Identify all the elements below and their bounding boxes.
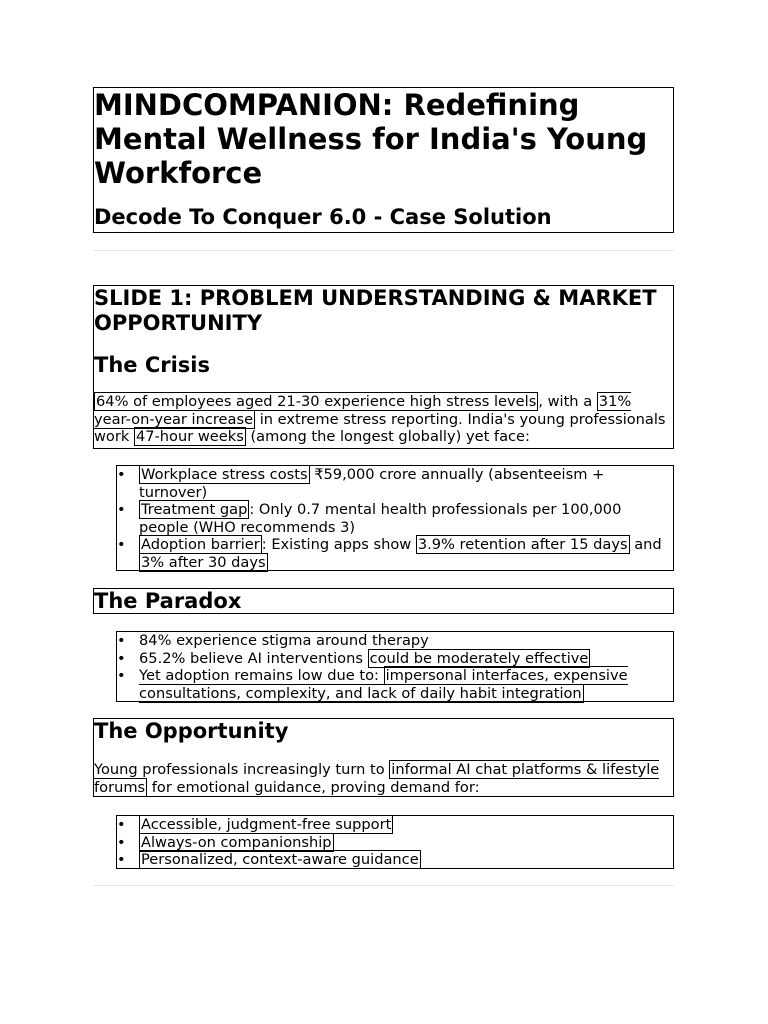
paradox-heading: The Paradox	[94, 589, 242, 613]
highlight-adoption-barrier: Adoption barrier	[141, 536, 260, 553]
list-item	[139, 650, 673, 668]
crisis-bullet-list	[117, 466, 673, 571]
text-span: (among the longest globally) yet face:	[245, 428, 530, 445]
highlight-retention-15: 3.9% retention after 15 days	[417, 536, 628, 553]
opportunity-bullets-box	[116, 815, 674, 869]
highlight-stress-levels: 64% of employees aged 21-30 experience high stress levels	[96, 393, 537, 410]
crisis-section	[93, 285, 674, 449]
opportunity-paragraph	[94, 761, 673, 796]
highlight-bullet: Accessible, judgment-free support	[141, 816, 392, 833]
text-span: , with a	[538, 393, 597, 410]
text-span: Yet adoption remains low due to:	[139, 667, 384, 684]
text-span: 84% experience stigma around therapy	[139, 632, 429, 649]
text-span: in extreme stress reporting. India's young professionals work	[94, 410, 666, 445]
highlight-retention-30: 3% after 30 days	[141, 553, 266, 571]
slide-title: SLIDE 1: PROBLEM UNDERSTANDING & MARKET OPPORTUNITY	[94, 286, 657, 335]
paradox-bullet-list	[117, 632, 673, 702]
paradox-heading-box	[93, 588, 674, 614]
document-subtitle: Decode To Conquer 6.0 - Case Solution	[94, 205, 552, 229]
text-span: for emotional guidance, proving demand for:	[147, 778, 480, 796]
highlight-workplace-stress: Workplace stress costs	[141, 466, 308, 483]
text-span: : Existing apps show	[261, 536, 416, 553]
highlight-bullet: Always-on companionship	[141, 833, 332, 851]
highlight-ai-chat-platforms: informal AI chat platforms & lifestyle forums	[94, 761, 660, 796]
highlight-hour-weeks: 47-hour weeks	[135, 428, 244, 445]
opportunity-section	[93, 718, 674, 797]
list-item	[139, 816, 673, 834]
document-title: MINDCOMPANION: Redefining Mental Wellness for India's Young Workforce	[94, 88, 648, 190]
list-item	[139, 536, 673, 571]
text-span: : Only 0.7 mental health professionals per 100,000 people (WHO recommends 3)	[139, 501, 622, 536]
crisis-bullets-box	[116, 465, 674, 571]
list-item	[139, 834, 673, 852]
list-item	[139, 466, 673, 501]
highlight-adoption-reasons: impersonal interfaces, expensive consultations, complexity, and lack of daily habit integration	[139, 667, 628, 702]
list-item	[139, 632, 673, 650]
divider	[93, 250, 674, 251]
list-item	[139, 501, 673, 536]
crisis-paragraph	[94, 393, 673, 446]
opportunity-heading: The Opportunity	[94, 719, 289, 743]
text-span: ₹59,000 crore annually (absenteeism + turnover)	[139, 466, 605, 501]
list-item	[139, 667, 673, 702]
paradox-bullets-box	[116, 631, 674, 702]
text-span: Young professionals increasingly turn to	[94, 761, 390, 778]
text-span: 65.2% believe AI interventions	[139, 649, 368, 667]
text-span: and	[629, 536, 662, 553]
highlight-moderately-effective: could be moderately effective	[369, 649, 589, 667]
highlight-bullet: Personalized, context-aware guidance	[141, 851, 419, 868]
opportunity-bullet-list	[117, 816, 673, 869]
highlight-yoy-increase: 31% year-on-year increase	[94, 393, 632, 428]
list-item	[139, 851, 673, 869]
title-block	[93, 87, 674, 233]
crisis-heading: The Crisis	[94, 353, 210, 377]
divider	[93, 885, 674, 886]
highlight-treatment-gap: Treatment gap	[141, 501, 248, 518]
